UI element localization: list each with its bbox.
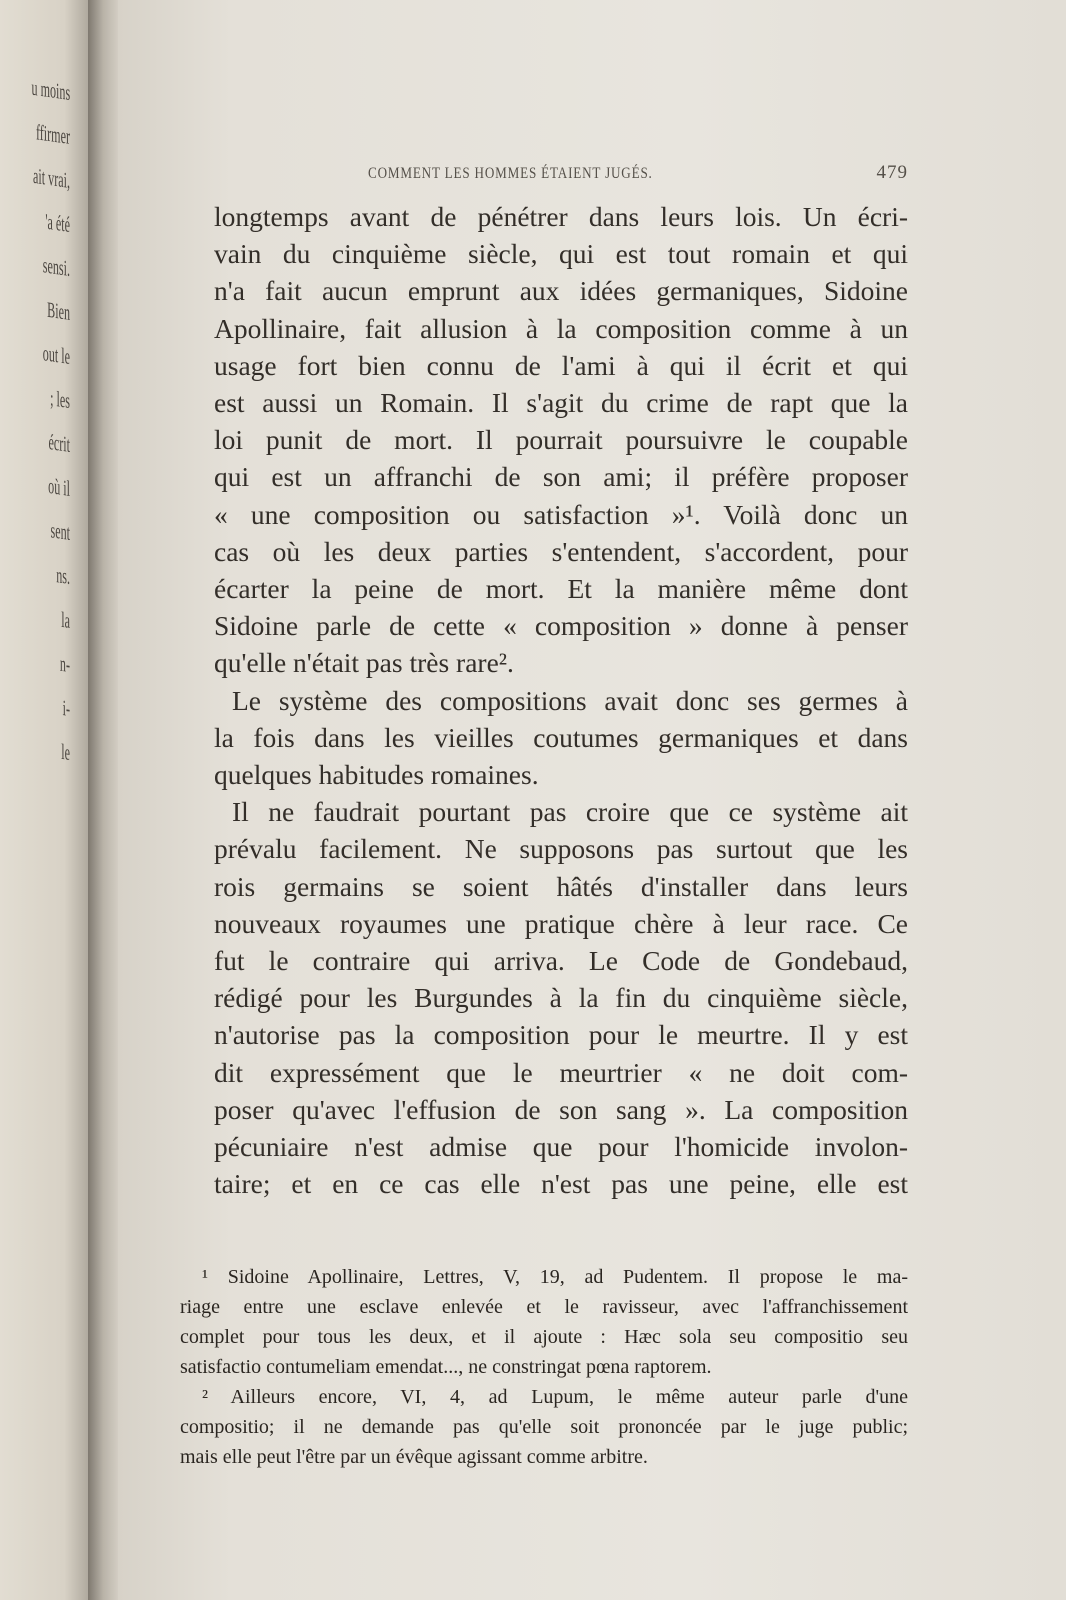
left-page-fragment: u moins <box>31 74 71 106</box>
body-line: longtemps avant de pénétrer dans leurs lois. Un écri- <box>214 201 908 232</box>
footnote-line: riage entre une esclave enlevée et le ravisseur, avec l'affranchissement <box>180 1296 908 1318</box>
left-page-fragment: Bien <box>47 296 70 325</box>
footnote-line: satisfactio contumeliam emendat..., ne constringat pœna raptorem. <box>180 1356 712 1378</box>
footnote-line: compositio; il ne demande pas qu'elle soit prononcée par le juge public; <box>180 1416 908 1438</box>
footnote-line: ¹ Sidoine Apollinaire, Lettres, V, 19, ad Pudentem. Il propose le ma- <box>202 1266 908 1288</box>
footnote-line: ² Ailleurs encore, VI, 4, ad Lupum, le même auteur parle d'une <box>202 1386 908 1408</box>
body-line: fut le contraire qui arriva. Le Code de Gondebaud, <box>214 945 908 977</box>
left-page-fragment: ns. <box>56 562 70 589</box>
body-line: qui est un affranchi de son ami; il préfère proposer <box>214 461 908 493</box>
page-number: 479 <box>876 162 908 183</box>
left-page-fragment: la <box>61 606 70 633</box>
left-page-fragment: écrit <box>48 428 70 457</box>
body-line: n'autorise pas la composition pour le meurtre. Il y est <box>214 1019 908 1051</box>
body-line: usage fort bien connu de l'ami à qui il écrit et qui <box>214 349 908 381</box>
body-line: poser qu'avec l'effusion de son sang ». La composition <box>214 1093 908 1125</box>
body-line: « une composition ou satisfaction »¹. Voilà donc un <box>214 498 908 530</box>
body-text <box>214 198 908 1202</box>
left-page-fragment: sent <box>50 517 70 545</box>
left-page-fragment: où il <box>48 472 70 501</box>
footnote-line: complet pour tous les deux, et il ajoute : Hæc sola seu compositio seu <box>180 1326 908 1348</box>
body-line: quelques habitudes romaines. <box>214 759 539 791</box>
right-page <box>118 0 1066 1600</box>
left-page-fragment: 'a été <box>45 208 70 237</box>
left-page-fragment: sensi. <box>42 252 70 281</box>
body-line: Sidoine parle de cette « composition » donne à penser <box>214 610 908 642</box>
left-page-fragment: i- <box>62 694 70 721</box>
left-page-edge <box>0 0 92 1600</box>
body-line: taire; et en ce cas elle n'est pas une peine, elle est <box>214 1168 908 1200</box>
body-line: qu'elle n'était pas très rare². <box>214 647 514 679</box>
body-line: n'a fait aucun emprunt aux idées germaniques, Sidoine <box>214 275 908 307</box>
body-line: Apollinaire, fait allusion à la composition comme à un <box>214 312 908 344</box>
body-line: loi punit de mort. Il pourrait poursuivre le coupable <box>214 424 908 456</box>
book-gutter <box>88 0 122 1600</box>
body-line: prévalu facilement. Ne supposons pas surtout que les <box>214 833 908 865</box>
left-page-fragment: n- <box>59 650 70 677</box>
body-line: nouveaux royaumes une pratique chère à leur race. Ce <box>214 907 908 939</box>
body-line: Il ne faudrait pourtant pas croire que ce système ait <box>232 796 908 828</box>
left-page-fragment: ffirmer <box>35 119 70 149</box>
footnote-line: mais elle peut l'être par un évêque agissant comme arbitre. <box>180 1446 648 1468</box>
body-line: rédigé pour les Burgundes à la fin du cinquième siècle, <box>214 982 908 1014</box>
body-line: cas où les deux parties s'entendent, s'accordent, pour <box>214 535 908 567</box>
body-line: vain du cinquième siècle, qui est tout romain et qui <box>214 238 908 270</box>
body-line: rois germains se soient hâtés d'installer dans leurs <box>214 870 908 902</box>
left-page-fragment: le <box>61 738 70 765</box>
body-line: Le système des compositions avait donc ses germes à <box>232 684 908 716</box>
body-line: pécuniaire n'est admise que pour l'homicide involon- <box>214 1131 908 1163</box>
body-line: la fois dans les vieilles coutumes germaniques et dans <box>214 721 908 753</box>
running-head-title: COMMENT LES HOMMES ÉTAIENT JUGÉS. <box>368 165 653 182</box>
body-line: est aussi un Romain. Il s'agit du crime de rapt que la <box>214 387 908 419</box>
left-page-fragment: out le <box>42 340 70 369</box>
footnotes <box>180 1262 908 1472</box>
body-line: dit expressément que le meurtrier « ne doit com- <box>214 1056 908 1088</box>
left-page-fragment: ait vrai, <box>33 162 70 193</box>
running-head <box>368 162 908 184</box>
body-line: écarter la peine de mort. Et la manière même dont <box>214 573 908 605</box>
left-page-fragment: ; les <box>50 385 70 413</box>
